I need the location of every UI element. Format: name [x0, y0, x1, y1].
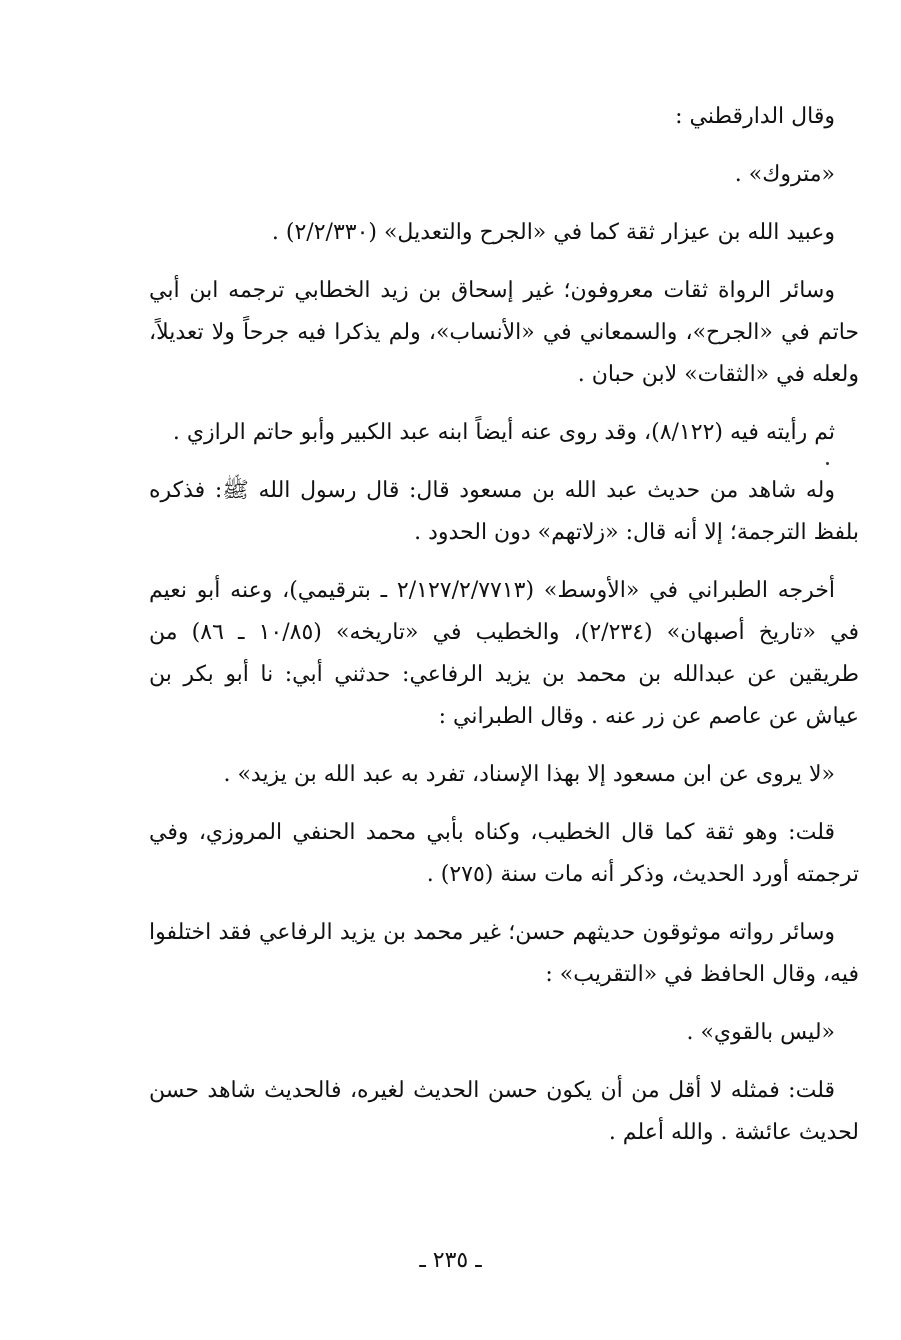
quote-tabarani: «لا يروى عن ابن مسعود إلا بهذا الإسناد، تفرد به عبد الله بن يزيد» .	[223, 762, 835, 787]
quote-matruk: «متروك» .	[734, 162, 835, 187]
paragraph-qultu-1: قلت: وهو ثقة كما قال الخطيب، وكناه بأبي محمد الحنفي المروزي، وفي ترجمته أورد الحديث، وذكر أنه مات سنة (٢٧٥) .	[149, 820, 859, 887]
page-number: ـ ٢٣٥ ـ	[419, 1248, 482, 1273]
paragraph-qultu-2: قلت: فمثله لا أقل من أن يكون حسن الحديث لغيره، فالحديث شاهد حسن لحديث عائشة . والله أعلم .	[149, 1078, 859, 1145]
quote-laysa-bil-qawi: «ليس بالقوي» .	[686, 1020, 835, 1045]
paragraph-ubaidullah: وعبيد الله بن عيزار ثقة كما في «الجرح والتعديل» (٢/٢/٣٣٠) .	[271, 220, 835, 245]
paragraph-witness: وله شاهد من حديث عبد الله بن مسعود قال: قال رسول الله ﷺ: فذكره بلفظ الترجمة؛ إلا أنه قال: «زلاتهم» دون الحدود .	[149, 478, 859, 545]
paragraph-rest-narrators: وسائر رواته موثوقون حديثهم حسن؛ غير محمد بن يزيد الرفاعي فقد اختلفوا فيه، وقال الحافظ في «التقريب» :	[149, 920, 859, 987]
paragraph-daraqutni-intro: وقال الدارقطني :	[675, 104, 835, 129]
margin-mark	[826, 462, 829, 465]
paragraph-takhrij: أخرجه الطبراني في «الأوسط» (٢/١٢٧/٢/٧٧١٣ ـ بترقيمي)، وعنه أبو نعيم في «تاريخ أصبهان» (٢/٢٣٤)، والخطيب في «تاريخه» (١٠/٨٥ ـ ٨٦) من طريقين عن عبدالله بن محمد بن يزيد الرفاعي: حدثني أبي: نا أبو بكر بن عياش عن عاصم عن زر عنه . وقال الطبراني :	[149, 578, 860, 729]
page-body	[149, 96, 859, 1170]
paragraph-narrators: وسائر الرواة ثقات معروفون؛ غير إسحاق بن زيد الخطابي ترجمه ابن أبي حاتم في «الجرح»، والسمعاني في «الأنساب»، ولم يذكرا فيه جرحاً ولا تعديلاً، ولعله في «الثقات» لابن حبان .	[149, 278, 859, 387]
paragraph-then-saw: ثم رأيته فيه (٨/١٢٢)، وقد روى عنه أيضاً ابنه عبد الكبير وأبو حاتم الرازي .	[172, 420, 835, 445]
